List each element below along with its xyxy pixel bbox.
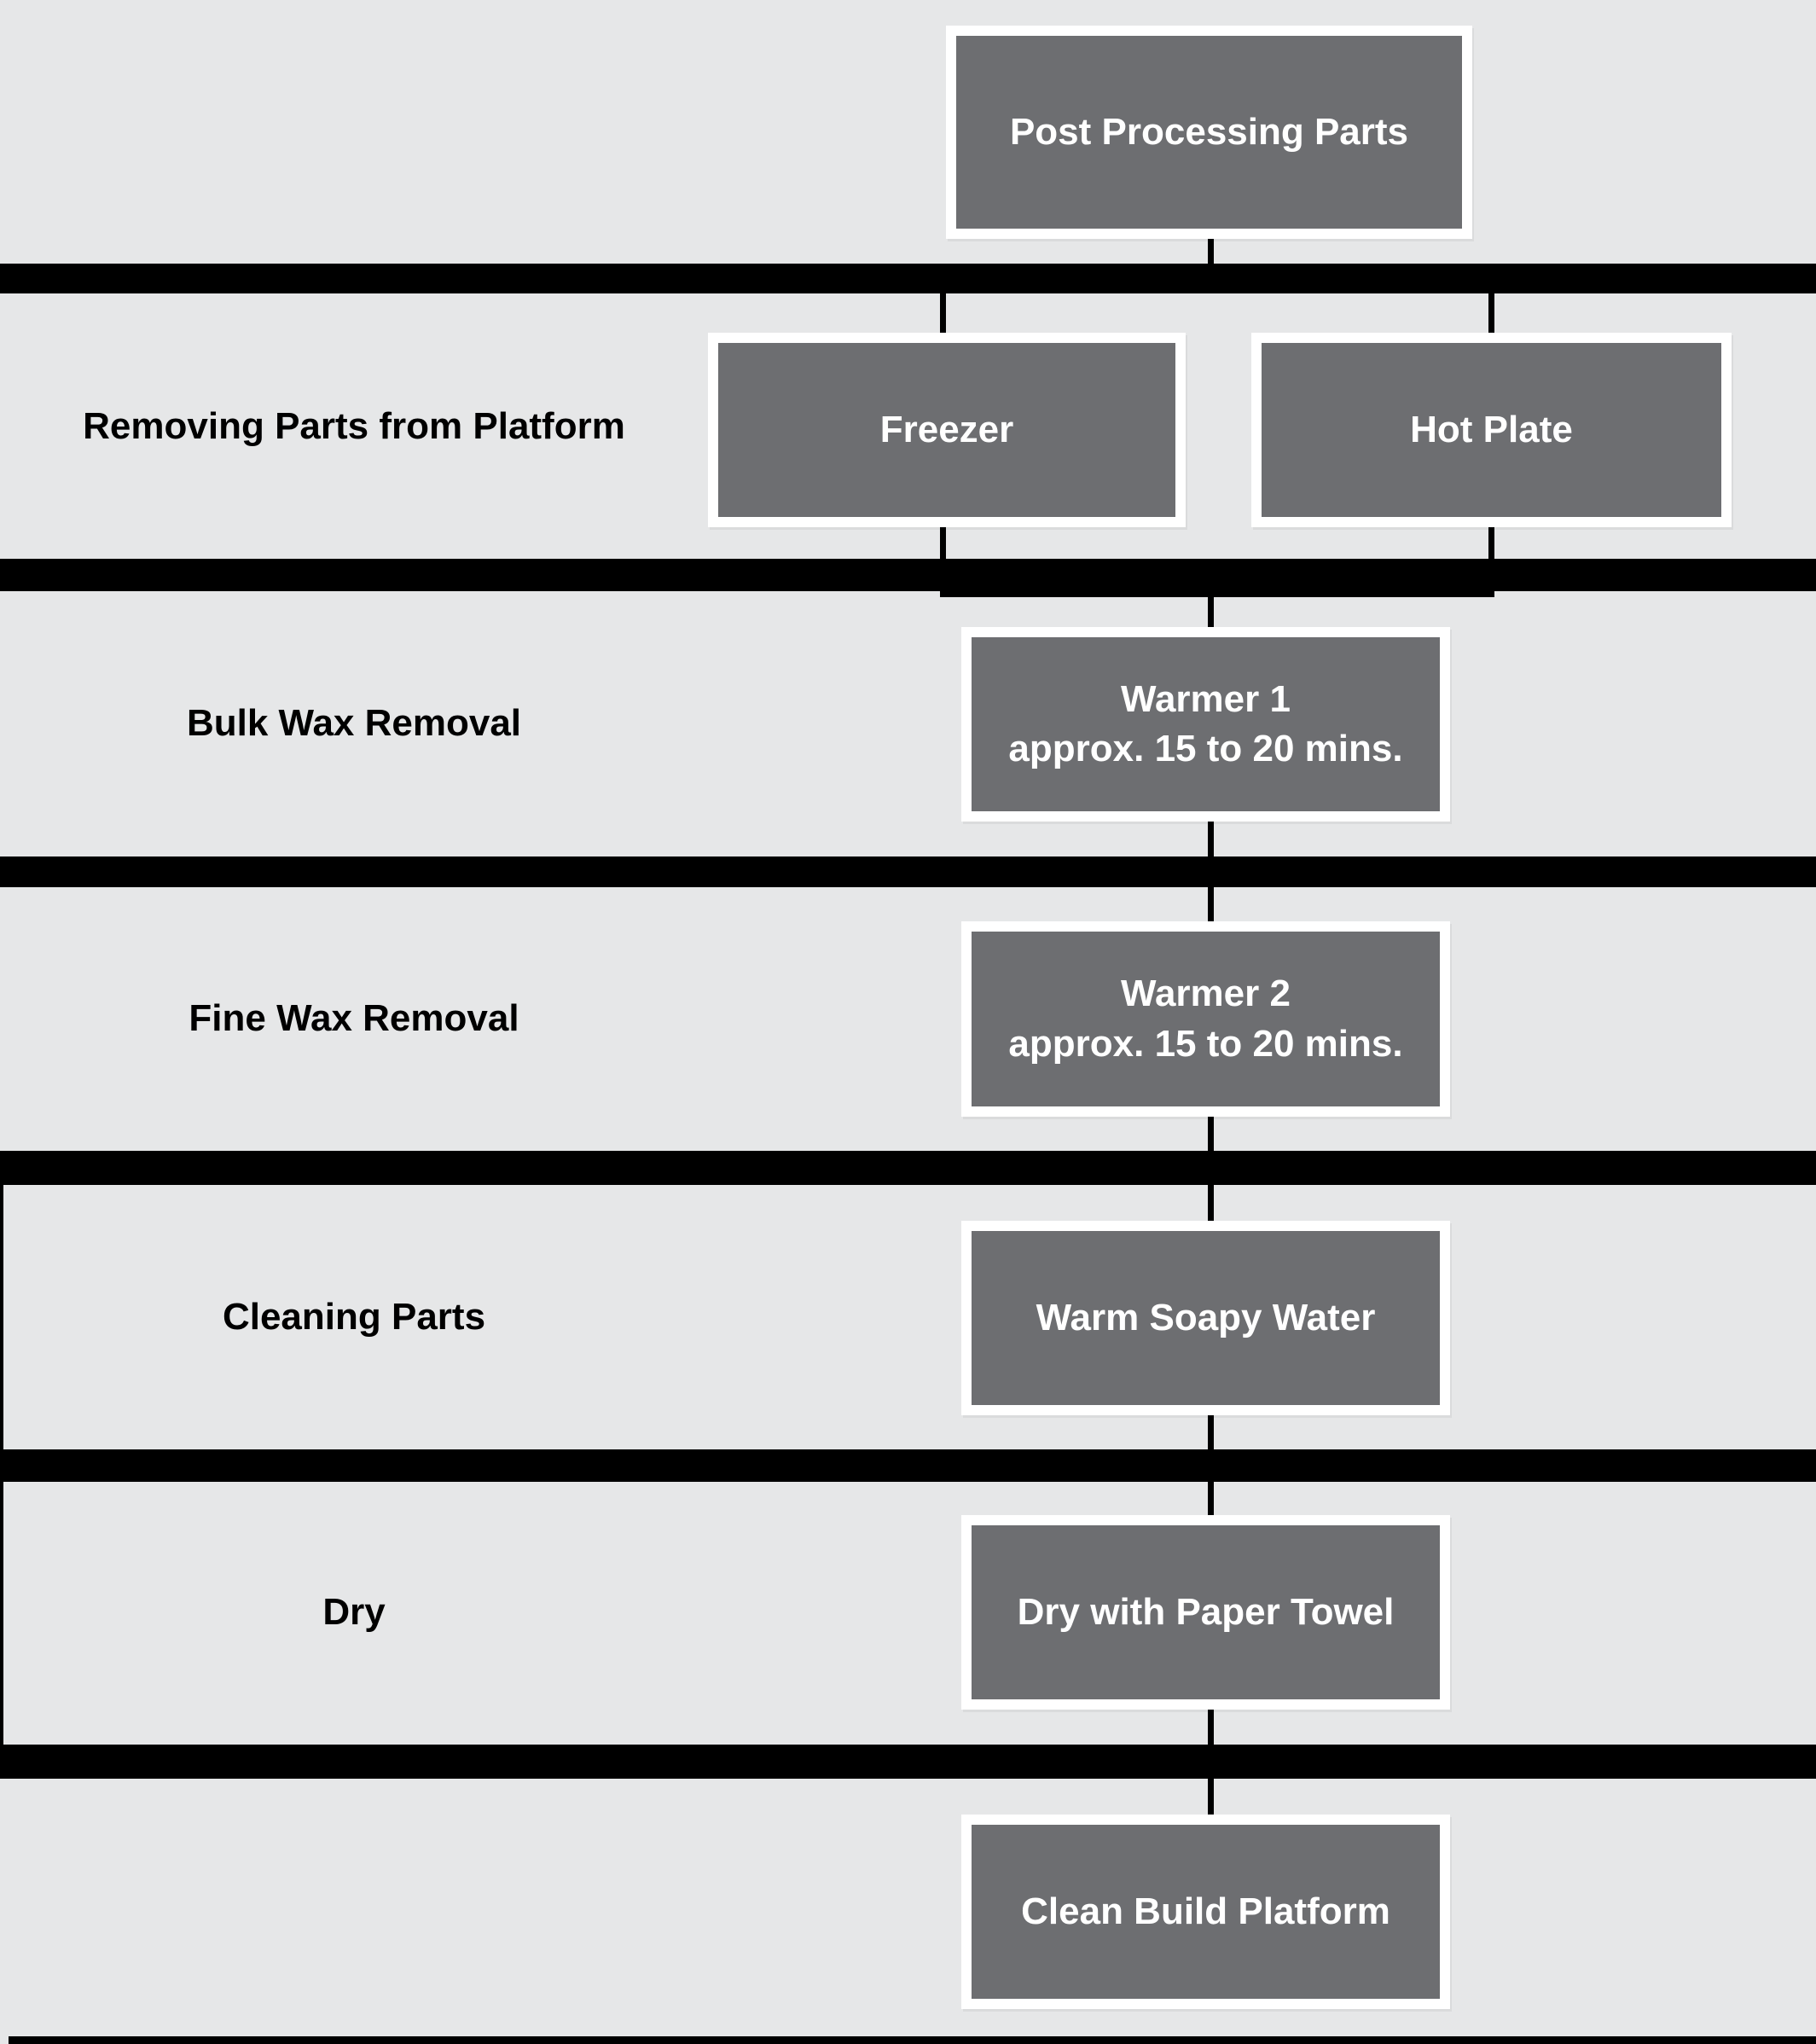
node-hot-plate-label bbox=[1410, 405, 1573, 455]
connector-clean-in bbox=[1208, 1779, 1214, 1815]
node-hot-plate-fill bbox=[1262, 343, 1721, 517]
divider-bar-2 bbox=[0, 559, 1816, 591]
divider-bar-3 bbox=[0, 857, 1816, 887]
node-warm-soapy-water-fill bbox=[972, 1231, 1440, 1405]
node-hot-plate bbox=[1251, 333, 1732, 527]
divider-bar-5 bbox=[0, 1449, 1816, 1482]
node-freezer bbox=[708, 333, 1186, 527]
node-warm-soapy-water-text: Warm Soapy Water bbox=[1036, 1296, 1376, 1338]
connector-dry-in bbox=[1208, 1482, 1214, 1515]
node-clean-build-platform bbox=[961, 1815, 1450, 2009]
node-warmer-1-text-line1: Warmer 1 bbox=[1121, 677, 1291, 720]
connector-title-down bbox=[1208, 239, 1214, 264]
stage-label-removing: Removing Parts from Platform bbox=[83, 405, 625, 447]
node-warmer-1 bbox=[961, 627, 1450, 822]
connector-warmer1-out bbox=[1208, 822, 1214, 857]
node-freezer-fill bbox=[718, 343, 1175, 517]
node-dry-paper-towel-fill bbox=[972, 1525, 1440, 1699]
node-post-processing-text: Post Processing Parts bbox=[1009, 110, 1409, 153]
node-post-processing-fill bbox=[956, 36, 1462, 229]
node-clean-build-platform-fill bbox=[972, 1825, 1440, 1999]
node-freezer-label bbox=[880, 405, 1014, 455]
connector-freezer-out bbox=[940, 527, 946, 559]
node-warmer-2-text-line2: approx. 15 to 20 mins. bbox=[1008, 1022, 1403, 1065]
divider-bar-1 bbox=[0, 264, 1816, 293]
connector-soapy-out bbox=[1208, 1415, 1214, 1449]
node-warmer-1-label bbox=[1008, 675, 1402, 774]
connector-freezer-in bbox=[940, 293, 946, 333]
node-warmer-1-text-line2: approx. 15 to 20 mins. bbox=[1008, 728, 1403, 769]
stage-label-dry: Dry bbox=[322, 1591, 386, 1633]
divider-bar-4 bbox=[0, 1151, 1816, 1185]
node-warmer-2-text-line1: Warmer 2 bbox=[1121, 973, 1291, 1015]
divider-bar-6 bbox=[0, 1745, 1816, 1779]
stage-label-cleaning: Cleaning Parts bbox=[222, 1296, 486, 1338]
node-post-processing bbox=[946, 26, 1472, 239]
node-warmer-2 bbox=[961, 921, 1450, 1117]
connector-dry-out bbox=[1208, 1710, 1214, 1745]
node-hot-plate-text: Hot Plate bbox=[1410, 408, 1573, 450]
connector-hotplate-out bbox=[1488, 527, 1494, 559]
node-post-processing-label bbox=[1010, 107, 1408, 157]
node-warm-soapy-water-label bbox=[1036, 1293, 1376, 1343]
connector-hotplate-in bbox=[1488, 293, 1494, 333]
connector-warmer1-in bbox=[1208, 591, 1214, 627]
connector-warmer2-out bbox=[1208, 1117, 1214, 1151]
node-dry-paper-towel-label bbox=[1018, 1588, 1395, 1637]
bottom-edge-line bbox=[9, 2036, 1816, 2044]
connector-soapy-in bbox=[1208, 1185, 1214, 1221]
node-warm-soapy-water bbox=[961, 1221, 1450, 1415]
connector-warmer2-in bbox=[1208, 887, 1214, 921]
node-dry-paper-towel bbox=[961, 1515, 1450, 1710]
stage-label-bulk: Bulk Wax Removal bbox=[186, 702, 522, 744]
stage-label-fine: Fine Wax Removal bbox=[189, 997, 519, 1039]
node-warmer-2-label bbox=[1008, 969, 1402, 1068]
node-dry-paper-towel-text: Dry with Paper Towel bbox=[1017, 1590, 1395, 1633]
node-clean-build-platform-label bbox=[1021, 1887, 1390, 1937]
connector-merge-horizontal bbox=[940, 591, 1494, 597]
node-warmer-2-fill bbox=[972, 932, 1440, 1106]
node-freezer-text: Freezer bbox=[879, 408, 1014, 450]
node-warmer-1-fill bbox=[972, 637, 1440, 811]
node-clean-build-platform-text: Clean Build Platform bbox=[1021, 1890, 1390, 1932]
